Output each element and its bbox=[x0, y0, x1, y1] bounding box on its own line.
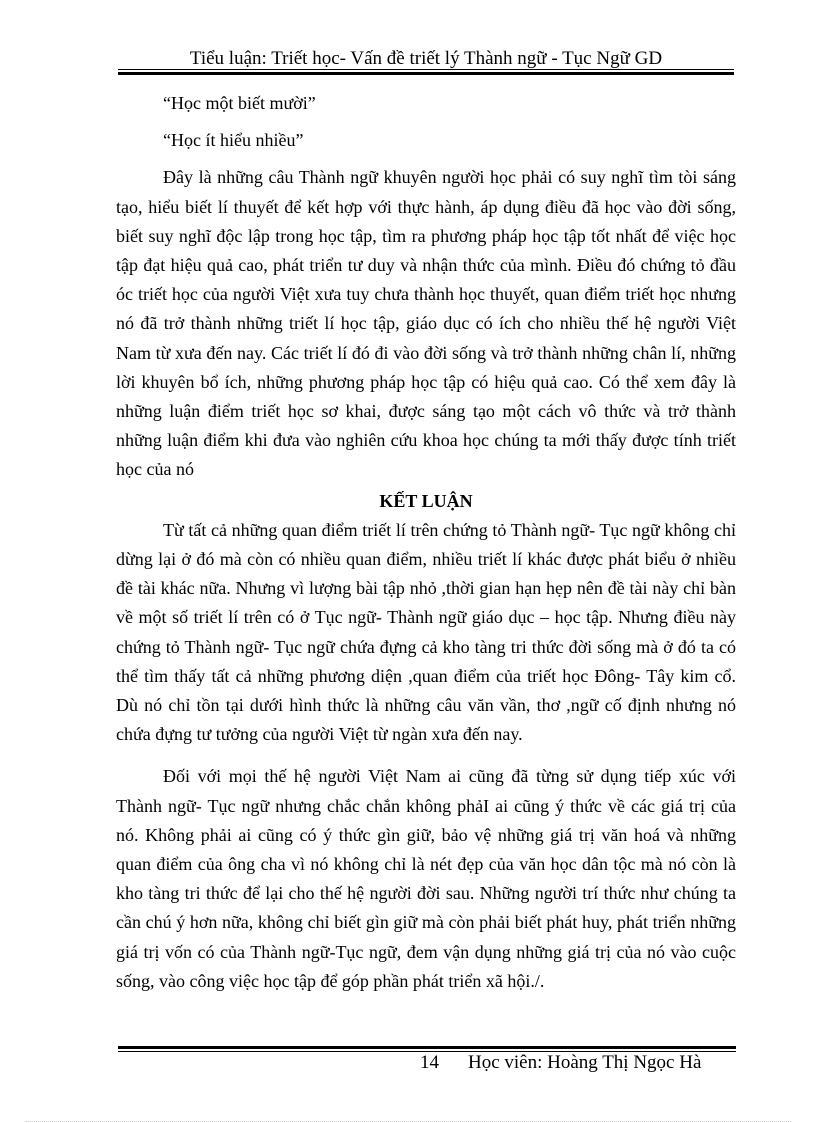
section-heading-conclusion: KẾT LUẬN bbox=[379, 490, 473, 511]
body-paragraph: Từ tất cả những quan điểm triết lí trên chứng tỏ Thành ngữ- Tục ngữ không chỉ dừng lại ở đó mà còn có nhiều quan điểm, nhiều triết lí khác được phát biểu ở nhiều đề tài khác nữa. Nhưng vì lượng bài tập nhỏ ,thời gian hạn hẹp nên đề tài này chỉ bàn về một số triết lí trên có ở Tục ngữ- Thành ngữ giáo dục – học tập. Nhưng điều này chứng tỏ Thành ngữ- Tục ngữ chứa đựng cả kho tàng tri thức đời sống mà ở đó ta có thể tìm thấy tất cả những phương diện ,quan điểm của triết học Đông- Tây kim cổ. Dù nó chỉ tồn tại dưới hình thức là những câu văn vần, thơ ,ngữ cố định nhưng nó chứa đựng tư tưởng của người Việt từ ngàn xưa đến nay. bbox=[116, 519, 736, 745]
body-paragraph: Đối với mọi thế hệ người Việt Nam ai cũng đã từng sử dụng tiếp xúc với Thành ngữ- Tục ngữ nhưng chắc chắn không phảI ai cũng ý thức về các giá trị của nó. Không phải ai cũng có ý thức gìn giữ, bảo vệ những giá trị văn hoá và những quan điểm của ông cha vì nó không chỉ là nét đẹp của văn học dân tộc mà nó còn là kho tàng tri thức để lại cho thế hệ người đời sau. Những người trí thức như chúng ta cần chú ý hơn nữa, không chỉ biết gìn giữ mà còn phải biết phát huy, phát triển những giá trị vốn có của Thành ngữ-Tục ngữ, đem vận dụng những giá trị của nó vào cuộc sống, vào công việc học tập để góp phần phát triển xã hội./. bbox=[116, 766, 736, 991]
quote-line: “Học ít hiểu nhiều” bbox=[163, 130, 304, 151]
header-rule-top bbox=[118, 69, 734, 70]
page-number: 14 bbox=[420, 1052, 439, 1073]
footer-rule-top bbox=[118, 1046, 736, 1049]
header-rule-bottom bbox=[118, 72, 734, 75]
page-footer bbox=[420, 1052, 740, 1074]
body-paragraph: Đây là những câu Thành ngữ khuyên người học phải có suy nghĩ tìm tòi sáng tạo, hiểu biết lí thuyết để kết hợp với thực hành, áp dụng điều đã học vào đời sống, biết suy nghĩ độc lập trong học tập, tìm ra phương pháp học tập tốt nhất để việc học tập đạt hiệu quả cao, phát triển tư duy và nhận thức của mình. Điều đó chứng tỏ đầu óc triết học của người Việt xưa tuy chưa thành học thuyết, quan điểm triết học nhưng nó đã trở thành những triết lí học tập, giáo dục có ích cho nhiều thế hệ người Việt Nam từ xưa đến nay. Các triết lí đó đi vào đời sống và trở thành những chân lí, những lời khuyên bổ ích, những phương pháp học tập có hiệu quả cao. Có thể xem đây là những luận điểm triết học sơ khai, được sáng tạo một cách vô thức và trở thành những luận điểm khi đưa vào nghiên cứu khoa học chúng ta mới thấy được tính triết học của nó bbox=[116, 167, 736, 480]
page-header-title: Tiểu luận: Triết học- Vấn đề triết lý Thành ngữ - Tục Ngữ GD bbox=[189, 48, 663, 69]
quote-line: “Học một biết mười” bbox=[163, 93, 316, 113]
document-body bbox=[116, 89, 736, 996]
footer-author: Học viên: Hoàng Thị Ngọc Hà bbox=[468, 1052, 702, 1073]
page-edge-divider bbox=[25, 1121, 791, 1122]
